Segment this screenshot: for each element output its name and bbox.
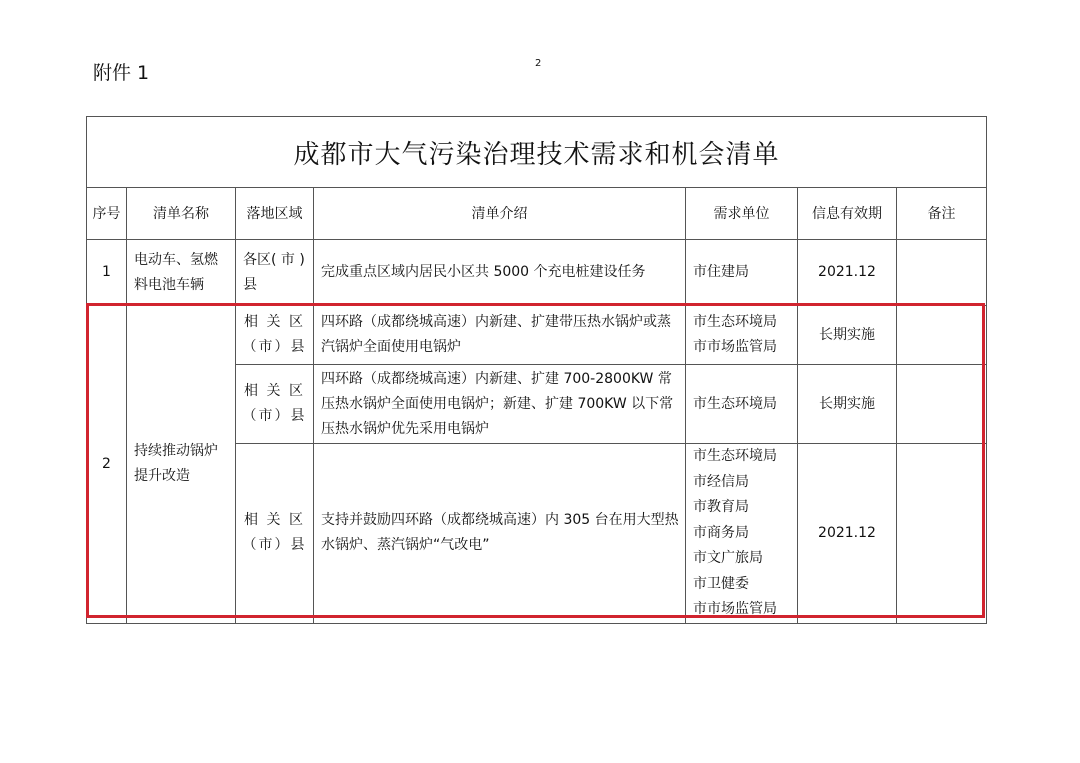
row-name: 电动车、氢燃料电池车辆 bbox=[127, 240, 236, 306]
table-row bbox=[87, 306, 987, 365]
unit-name: 市经信局 bbox=[693, 473, 749, 490]
row-remark bbox=[897, 365, 987, 444]
page-number: 2 bbox=[535, 58, 542, 69]
unit-name: 市生态环境局 bbox=[693, 395, 777, 412]
row-name: 持续推动锅炉提升改造 bbox=[127, 306, 236, 624]
row-remark bbox=[897, 444, 987, 624]
unit-name: 市生态环境局 bbox=[693, 448, 777, 464]
attachment-label: 附件 1 bbox=[93, 62, 150, 84]
row-validity: 2021.12 bbox=[798, 444, 897, 624]
row-area: 相 关 区（市）县 bbox=[236, 306, 314, 365]
header-intro: 清单介绍 bbox=[314, 188, 686, 240]
row-seq: 1 bbox=[87, 240, 127, 306]
row-intro: 四环路（成都绕城高速）内新建、扩建带压热水锅炉或蒸汽锅炉全面使用电锅炉 bbox=[314, 306, 686, 365]
header-name: 清单名称 bbox=[127, 188, 236, 240]
row-intro: 支持并鼓励四环路（成都绕城高速）内 305 台在用大型热水锅炉、蒸汽锅炉“气改电” bbox=[314, 444, 686, 624]
unit-name: 市生态环境局 bbox=[693, 314, 777, 330]
row-area: 各区( 市 )县 bbox=[236, 240, 314, 306]
row-validity: 2021.12 bbox=[798, 240, 897, 306]
unit-name: 市卫健委 bbox=[693, 575, 749, 592]
row-unit: 市住建局 bbox=[686, 240, 798, 306]
unit-name: 市教育局 bbox=[693, 499, 749, 515]
row-area: 相 关 区（市）县 bbox=[236, 444, 314, 624]
row-area: 相 关 区（市）县 bbox=[236, 365, 314, 444]
unit-name: 市文广旅局 bbox=[693, 550, 763, 566]
unit-name: 市商务局 bbox=[693, 524, 749, 541]
unit-name: 市市场监管局 bbox=[693, 601, 777, 617]
header-area: 落地区域 bbox=[236, 188, 314, 240]
header-unit: 需求单位 bbox=[686, 188, 798, 240]
row-intro: 四环路（成都绕城高速）内新建、扩建 700-2800KW 常压热水锅炉全面使用电锅炉；新建、扩建 700KW 以下常压热水锅炉优先采用电锅炉 bbox=[314, 365, 686, 444]
header-validity: 信息有效期 bbox=[798, 188, 897, 240]
row-seq: 2 bbox=[87, 306, 127, 624]
table-row bbox=[87, 240, 987, 306]
row-intro: 完成重点区域内居民小区共 5000 个充电桩建设任务 bbox=[314, 240, 686, 306]
row-remark bbox=[897, 306, 987, 365]
table-header-row bbox=[87, 188, 987, 240]
row-validity: 长期实施 bbox=[798, 365, 897, 444]
header-seq: 序号 bbox=[87, 188, 127, 240]
unit-name: 市市场监管局 bbox=[693, 339, 777, 355]
table-title: 成都市大气污染治理技术需求和机会清单 bbox=[87, 117, 987, 188]
row-unit bbox=[686, 444, 798, 624]
row-unit bbox=[686, 365, 798, 444]
row-validity: 长期实施 bbox=[798, 306, 897, 365]
row-unit bbox=[686, 306, 798, 365]
header-remark: 备注 bbox=[897, 188, 987, 240]
row-remark bbox=[897, 240, 987, 306]
demand-list-table bbox=[86, 116, 987, 624]
